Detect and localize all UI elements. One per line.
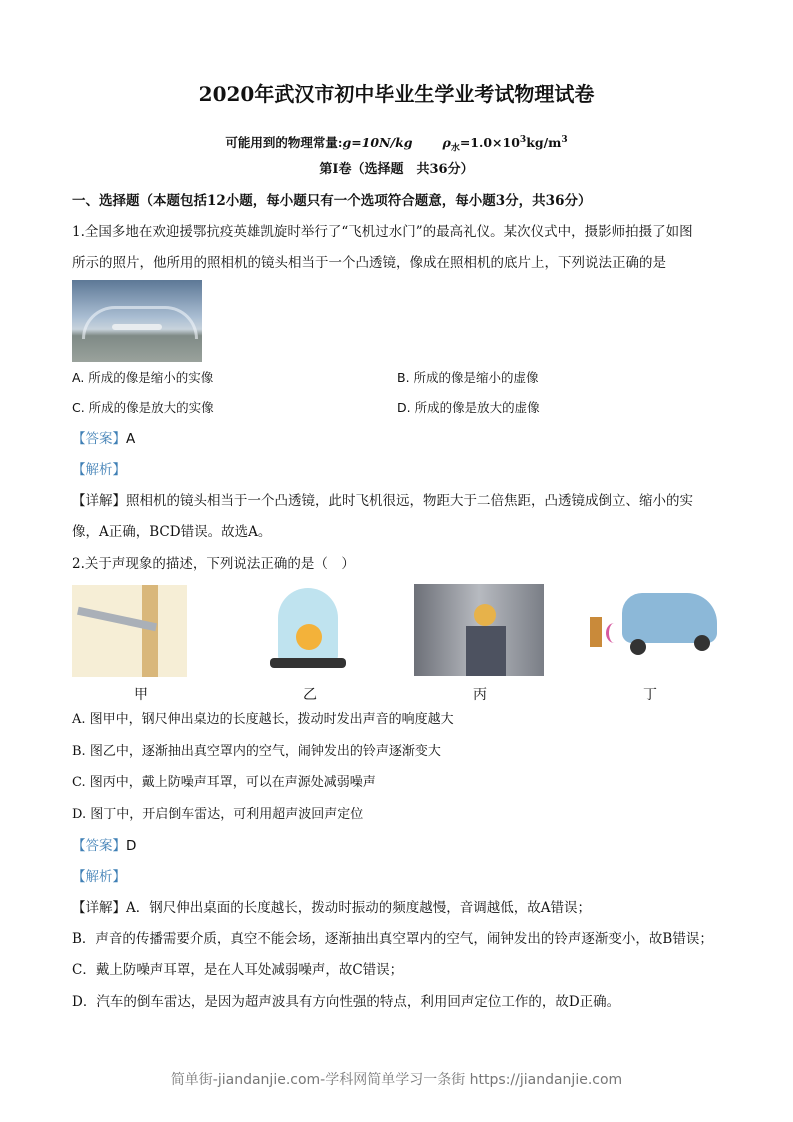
constant-rho: ρ (442, 135, 451, 151)
figure-label-bing: 丙 (473, 687, 487, 703)
answer-value: D (126, 838, 137, 854)
q1-option-b: B. 所成的像是缩小的虚像 (397, 370, 539, 385)
rho-exp: 3 (519, 135, 527, 145)
constant-g: g=10N/kg (342, 135, 413, 151)
constants-prefix: 可能用到的物理常量: (225, 135, 343, 151)
part-title: 第I卷（选择题 共36分） (319, 162, 474, 177)
q2-answer (72, 837, 136, 855)
rho-sub: 水 (450, 143, 460, 154)
figure-label-yi: 乙 (303, 687, 317, 703)
rho-val: =1.0×10 (459, 135, 520, 151)
answer-label: 【答案】 (72, 838, 126, 854)
q2-option-c: C. 图丙中，戴上防噪声耳罩，可以在声源处减弱噪声 (72, 775, 376, 790)
q2-option-d: D. 图丁中，开启倒车雷达，可利用超声波回声定位 (72, 807, 364, 822)
q1-analysis-label: 【解析】 (72, 462, 126, 478)
figure-label-ding: 丁 (643, 687, 657, 703)
rho-unit: kg/m (526, 135, 562, 151)
q2-option-b: B. 图乙中，逐渐抽出真空罩内的空气，闹钟发出的铃声逐渐变大 (72, 744, 441, 759)
q1-stem-1: 1.全国多地在欢迎援鄂抗疫英雄凯旋时举行了“飞机过水门”的最高礼仪。某次仪式中，摄影师拍摄了如图 (72, 224, 693, 240)
section-title: 一、选择题（本题包括12小题，每小题只有一个选项符合题意，每小题3分，共36分） (72, 193, 592, 209)
q1-stem-2: 所示的照片，他所用的照相机的镜头相当于一个凸透镜，像成在照相机的底片上，下列说法正确的是 (72, 255, 666, 271)
q2-stem: 2.关于声现象的描述，下列说法正确的是（ ） (72, 556, 355, 572)
q2-detail-1 (72, 899, 591, 917)
figure-label-jia: 甲 (134, 687, 148, 703)
footer-watermark: 简单街-jiandanjie.com-学科网简单学习一条街 https://jiandanjie.com (170, 1072, 623, 1088)
detail-label: 【详解】 (72, 493, 126, 509)
constants-line (0, 131, 793, 158)
rho-unit-exp: 3 (561, 135, 568, 145)
q1-option-d: D. 所成的像是放大的虚像 (397, 400, 540, 415)
q2-option-a: A. 图甲中，钢尺伸出桌边的长度越长，拨动时发出声音的响度越大 (72, 712, 454, 727)
q1-detail-2: 像，A正确，BCD错误。故选A。 (72, 524, 272, 540)
q1-detail-1 (72, 492, 693, 510)
bell-jar-figure (268, 586, 350, 674)
q2-detail-4: D．汽车的倒车雷达，是因为超声波具有方向性强的特点，利用回声定位工作的，故D正确。 (72, 994, 621, 1010)
steel-ruler-figure (72, 585, 187, 677)
answer-label: 【答案】 (72, 431, 126, 447)
q2-detail-3: C．戴上防噪声耳罩，是在人耳处减弱噪声，故C错误； (72, 962, 404, 978)
q1-answer (72, 430, 135, 448)
plane-water-salute-photo (72, 280, 202, 362)
detail-label: 【详解】 (72, 900, 126, 916)
answer-value: A (126, 431, 136, 447)
factory-earmuffs-photo (414, 584, 544, 676)
q2-detail-2: B．声音的传播需要介质，真空不能会场，逐渐抽出真空罩内的空气，闹钟发出的铃声逐渐变小，故B错误； (72, 931, 713, 947)
detail-text: 照相机的镜头相当于一个凸透镜，此时飞机很远，物距大于二倍焦距，凸透镜成倒立、缩小的实 (126, 493, 693, 509)
q1-option-a: A. 所成的像是缩小的实像 (72, 370, 214, 385)
q2-analysis-label: 【解析】 (72, 869, 126, 885)
detail-text: A．钢尺伸出桌面的长度越长，拨动时振动的频度越慢，音调越低，故A错误； (126, 900, 591, 916)
page-title: 2020年武汉市初中毕业生学业考试物理试卷 (198, 82, 595, 106)
car-radar-figure (582, 583, 722, 675)
q1-option-c: C. 所成的像是放大的实像 (72, 400, 214, 415)
